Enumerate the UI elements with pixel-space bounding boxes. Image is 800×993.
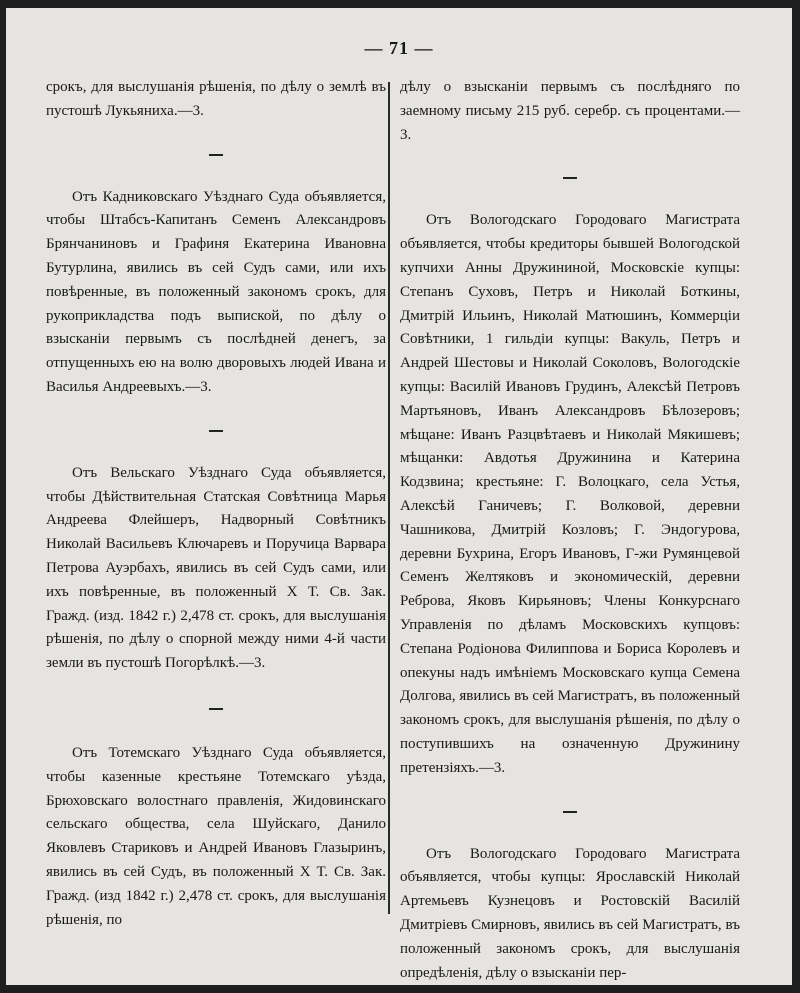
left-column bbox=[46, 76, 386, 932]
page-number: — 71 — bbox=[364, 38, 434, 58]
notice-paragraph: Отъ Вологодскаго Городоваго Магистрата объявляется, чтобы купцы: Ярославскій Николай Артемьевъ Кузнецовъ и Ростовскій Василій Дмитріевъ Смирновъ, явились въ сей Магистратъ, въ положенный закономъ срокъ, для выслушанія опредѣленія, дѣлу о взысканіи пер- bbox=[400, 845, 740, 981]
notice-paragraph: срокъ, для выслушанія рѣшенія, по дѣлу о землѣ въ пустошѣ Лукьяниха.—3. bbox=[46, 79, 386, 119]
section-separator bbox=[209, 708, 223, 710]
section-separator bbox=[209, 154, 223, 156]
document-page bbox=[6, 8, 792, 985]
column-divider bbox=[388, 82, 390, 914]
notice-paragraph: дѣлу о взысканіи первымъ съ послѣдняго по заемному письму 215 руб. серебр. съ процентами.—3. bbox=[400, 79, 740, 143]
notice-paragraph: Отъ Вологодскаго Городоваго Магистрата объявляется, чтобы кредиторы бывшей Вологодской купчихи Анны Дружининой, Московскіе купцы: Степанъ Суховъ, Петръ и Николай Боткины, Дмитрій Ильинъ, Николай Матюшинъ, Коммерціи Совѣтники, 1 гильдіи купцы: Вакуль, Петръ и Андрей Шестовы и Николай Соколовъ, Вологодскіе купцы: Василій Ивановъ Грудинъ, Алексѣй Петровъ Мартьяновъ, Иванъ Александровъ Бѣлозеровъ; мѣщане: Иванъ Разцвѣтаевъ и Николай Мякишевъ; мѣщанки: Авдотья Дружинина и Катерина Кодзвина; крестьяне: Г. Волоцкаго, села Устья, Алексѣй Ганичевъ; Г. Волковой, деревни Чашникова, Дмитрій Козловъ; Г. Эндогурова, деревни Бухрина, Егоръ Ивановъ, Г-жи Румянцевой Семенъ Желтяковъ и экономическій, деревни Реброва, Яковъ Кирьяновъ; Члены Конкурснаго Управленія по дѣламъ Московскихъ купцовъ: Степана Родіонова Филиппова и Бориса Королевъ и опекуны надъ имѣніемъ Московскаго купца Семена Долгова, явились въ сей Магистратъ, въ положенный закономъ срокъ, для выслушанія рѣшенія, по дѣлу о поступившихъ на означенную Дружинину претензіяхъ.—3. bbox=[400, 212, 740, 776]
section-separator bbox=[563, 177, 577, 179]
notice-paragraph: Отъ Вельскаго Уѣзднаго Суда объявляется, чтобы Дѣйствительная Статская Совѣтница Марья Андреева Флейшеръ, Надворный Совѣтникъ Николай Васильевъ Ключаревъ и Поручица Варвара Петрова Ауэрбахъ, явились въ сей Судъ сами, или ихъ повѣренные, въ положенный X Т. Св. Зак. Гражд. (изд. 1842 г.) 2,478 ст. срокъ, для выслушанія рѣшенія, по дѣлу о спорной между ними 4-й части земли въ пустошѣ Погорѣлкѣ.—3. bbox=[46, 464, 386, 672]
notice-paragraph: Отъ Тотемскаго Уѣзднаго Суда объявляется, чтобы казенные крестьяне Тотемскаго уѣзда, Брюховскаго волостнаго правленія, Жидовинскаго сельскаго общества, села Шуйскаго, Данило Яковлевъ Стариковъ и Андрей Ивановъ Глазыринъ, явились въ сей Судъ, въ положенный X Т. Св. Зак. Гражд. (изд 1842 г.) 2,478 ст. срокъ, для выслушанія рѣшенія, по bbox=[46, 744, 386, 928]
section-separator bbox=[209, 430, 223, 432]
section-separator bbox=[563, 811, 577, 813]
right-column bbox=[400, 76, 740, 985]
notice-paragraph: Отъ Кадниковскаго Уѣзднаго Суда объявляется, чтобы Штабсъ-Капитанъ Семенъ Александровъ Брянчаниновъ и Графиня Екатерина Ивановна Бутурлина, явились въ сей Судъ сами, или ихъ повѣренные, въ положенный закономъ срокъ, для рукоприкладства подъ выпиской, по дѣлу о взысканіи первымъ съ послѣдней денегъ, за отпущенныхъ ею на волю дворовыхъ людей Ивана и Василья Андреевыхъ.—3. bbox=[46, 188, 386, 395]
